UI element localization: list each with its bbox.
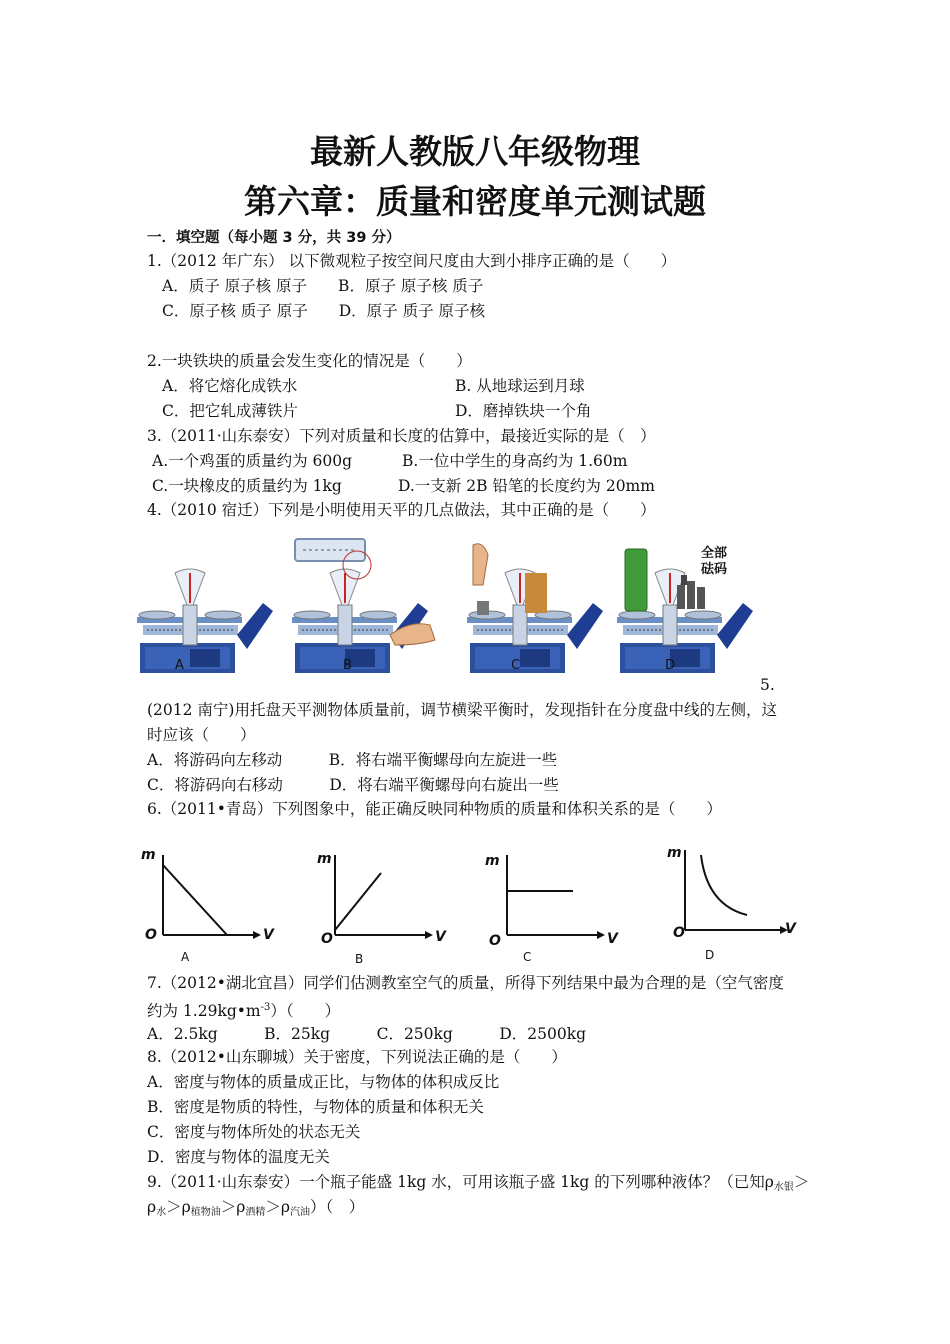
- q8-option-a: A．密度与物体的质量成正比，与物体的体积成反比: [147, 1073, 500, 1091]
- q3-option-c: C.一块橡皮的质量约为 1kg: [152, 477, 342, 495]
- graph-b-origin: O: [321, 931, 333, 947]
- figure-label-a: A: [175, 658, 184, 673]
- q8-option-c: C．密度与物体所处的状态无关: [147, 1123, 361, 1141]
- q2-option-b: B. 从地球运到月球: [455, 377, 585, 395]
- figure-label-c: C: [511, 658, 521, 673]
- graph-label-d: D: [705, 948, 715, 962]
- q9-stem-2: $\rho_水>\rho_{植物油}>\rho_{酒精}>\rho_{汽油}$）（ ）: [147, 1198, 365, 1218]
- graph-a-origin: O: [145, 927, 157, 943]
- q8-option-d: D．密度与物体的温度无关: [147, 1148, 330, 1166]
- q1-stem: 1.（2012 年广东） 以下微观粒子按空间尺度由大到小排序正确的是（ ）: [147, 252, 677, 270]
- q5-number: 5.: [760, 676, 775, 694]
- graph-label-a: A: [181, 950, 190, 964]
- graph-b-axis-m: m: [317, 851, 332, 867]
- q7-stem-1: 7.（2012•湖北宜昌）同学们估测教室空气的质量，所得下列结果中最为合理的是（空气密度: [147, 974, 784, 992]
- figure-label-d: D: [665, 658, 676, 673]
- q9-stem-1: 9.（2011·山东泰安）一个瓶子能盛 1kg 水，可用该瓶子盛 1kg 的下列哪种液体？（已知$\rho_{水银}>$: [147, 1173, 810, 1193]
- figure-b: [292, 569, 435, 673]
- graph-a-axis-v: V: [263, 927, 274, 943]
- graph-label-c: C: [523, 950, 532, 964]
- q7-options: A．2.5kg B．25kg C．250kg D．2500kg: [147, 1025, 587, 1043]
- q2-stem: 2.一块铁块的质量会发生变化的情况是（ ）: [147, 352, 472, 370]
- figure-d-caption-2: 砝码: [701, 562, 728, 577]
- figure-label-b: B: [343, 658, 352, 673]
- q7-stem-2: 约为 $1.29kg•m^{-3}$）（ ）: [147, 1002, 341, 1020]
- q3-option-a: A.一个鸡蛋的质量约为 600g: [152, 452, 353, 470]
- graph-c-axis-m: m: [485, 853, 500, 869]
- graph-a-axis-m: m: [141, 847, 156, 863]
- graph-c-axis-v: V: [607, 931, 618, 947]
- q4-stem: 4.（2010 宿迁）下列是小明使用天平的几点做法，其中正确的是（ ）: [147, 501, 656, 519]
- page-subtitle: 第六章：质量和密度单元测试题: [244, 182, 706, 221]
- graph-d-axis-v: V: [785, 921, 796, 937]
- q5-stem-2: 时应该（ ）: [147, 726, 256, 744]
- section-heading: 一．填空题（每小题 3 分，共 39 分）: [147, 230, 401, 246]
- balance-figures: [135, 535, 755, 680]
- mass-volume-graphs: [135, 835, 805, 970]
- figure-d-caption-1: 全部: [701, 546, 728, 561]
- figure-c: [467, 544, 603, 673]
- figure-d: [617, 549, 753, 673]
- q2-option-d: D．磨掉铁块一个角: [455, 402, 592, 420]
- q8-stem: 8.（2012•山东聊城）关于密度，下列说法正确的是（ ）: [147, 1048, 567, 1066]
- q5-stem-1: (2012 南宁)用托盘天平测物体质量前，调节横梁平衡时，发现指针在分度盘中线的左侧，这: [147, 701, 777, 719]
- graph-d-origin: O: [673, 925, 685, 941]
- q8-option-b: B．密度是物质的特性，与物体的质量和体积无关: [147, 1098, 484, 1116]
- q2-option-c: C．把它轧成薄铁片: [162, 402, 298, 420]
- q3-stem: 3.（2011·山东泰安）下列对质量和长度的估算中，最接近实际的是（ ）: [147, 427, 656, 445]
- q6-stem: 6.（2011•青岛）下列图象中，能正确反映同种物质的质量和体积关系的是（ ）: [147, 800, 722, 818]
- q2-option-a: A．将它熔化成铁水: [162, 377, 298, 395]
- q1-options-cd: C．原子核 质子 原子 D．原子 质子 原子核: [162, 302, 485, 320]
- page-title: 最新人教版八年级物理: [310, 132, 640, 171]
- graph-b-axis-v: V: [435, 929, 446, 945]
- graph-label-b: B: [355, 952, 364, 966]
- figure-a: [137, 569, 273, 673]
- q3-option-b: B.一位中学生的身高约为 1.60m: [402, 452, 628, 470]
- graph-d-axis-m: m: [667, 845, 682, 861]
- graph-c-origin: O: [489, 933, 501, 949]
- q5-options-ab: A．将游码向左移动 B．将右端平衡螺母向左旋进一些: [147, 751, 558, 769]
- q5-options-cd: C．将游码向右移动 D．将右端平衡螺母向右旋出一些: [147, 776, 559, 794]
- q1-options-ab: A．质子 原子核 原子 B．原子 原子核 质子: [162, 277, 484, 295]
- q3-option-d: D.一支新 2B 铅笔的长度约为 20mm: [398, 477, 655, 495]
